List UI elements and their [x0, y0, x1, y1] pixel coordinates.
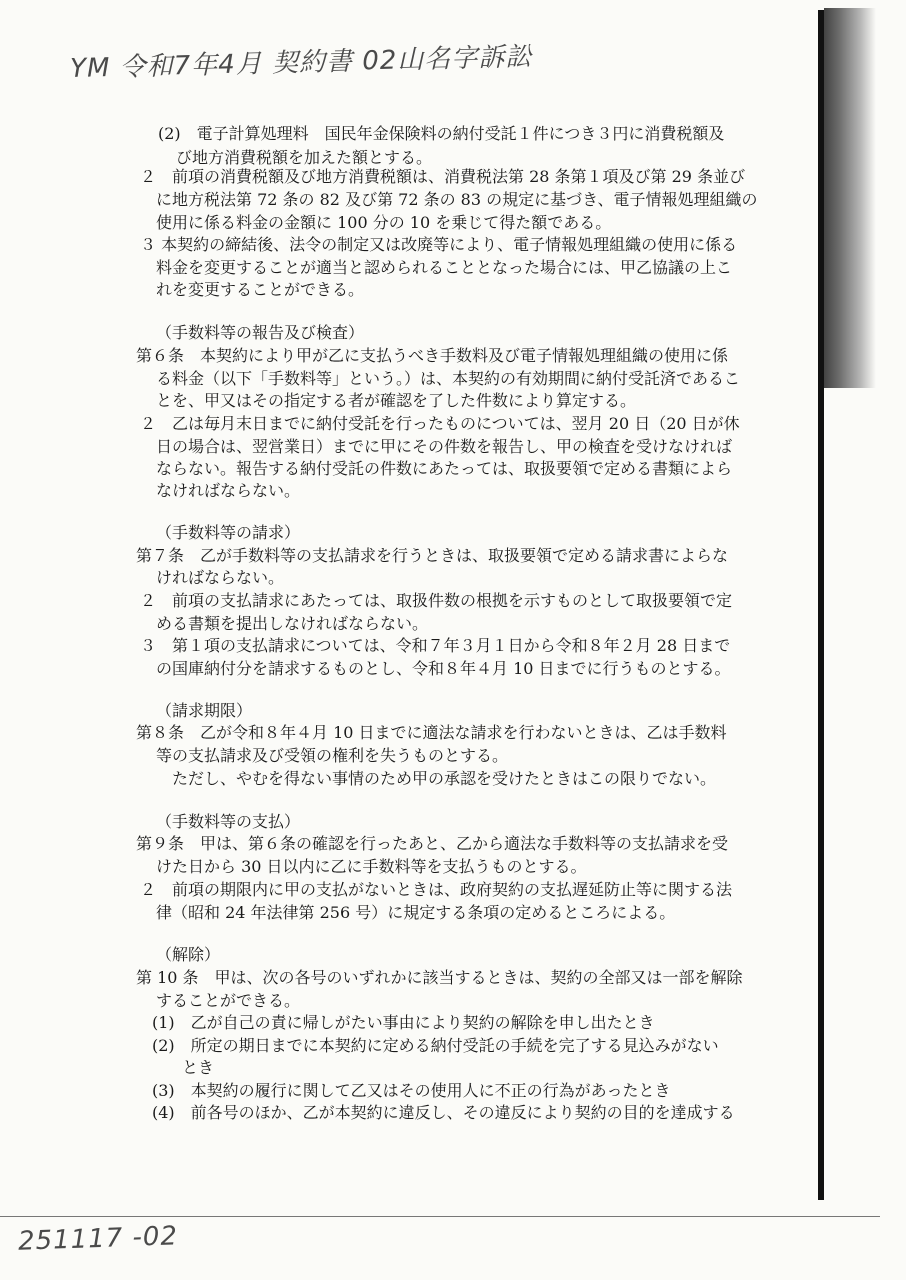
text-line: ただし、やむを得ない事情のため甲の承認を受けたときはこの限りでない。 — [172, 769, 717, 788]
text-line: (2) 電子計算処理料 国民年金保険料の納付受託１件につき３円に消費税額及 — [158, 124, 725, 143]
text-line: ならない。報告する納付受託の件数にあたっては、取扱要領で定める書類によら — [156, 459, 733, 478]
text-line: 日の場合は、翌営業日）までに甲にその件数を報告し、甲の検査を受けなければ — [156, 437, 733, 456]
text-line: 使用に係る料金の金額に 100 分の 10 を乗じて得た額である。 — [156, 213, 612, 232]
text-line: ３ 第１項の支払請求については、令和７年３月１日から令和８年２月 28 日まで — [140, 636, 731, 655]
text-line: 第６条 本契約により甲が乙に支払うべき手数料及び電子情報処理組織の使用に係 — [136, 346, 729, 365]
text-line: とを、甲又はその指定する者が確認を了した件数により算定する。 — [156, 391, 637, 410]
text-line: める書類を提出しなければならない。 — [156, 614, 429, 633]
scan-edge-bar — [818, 10, 824, 1200]
text-line: る料金（以下「手数料等」という。）は、本契約の有効期間に納付受託済であるこ — [156, 369, 741, 388]
handwritten-footer: 251117 -02 — [17, 1221, 179, 1257]
section-heading: （請求期限） — [156, 701, 253, 720]
text-line: ３ 本契約の締結後、法令の制定又は改廃等により、電子情報処理組織の使用に係る — [140, 235, 738, 254]
text-line: ２ 前項の消費税額及び地方消費税額は、消費税法第 28 条第１項及び第 29 条並び — [140, 167, 746, 186]
list-item: (3) 本契約の履行に関して乙又はその使用人に不正の行為があったとき — [152, 1081, 671, 1100]
text-line: ２ 乙は毎月末日までに納付受託を行ったものについては、翌月 20 日（20 日が休 — [140, 414, 740, 433]
text-line: 第９条 甲は、第６条の確認を行ったあと、乙から適法な手数料等の支払請求を受 — [136, 834, 729, 853]
text-line: 律（昭和 24 年法律第 256 号）に規定する条項の定めるところによる。 — [156, 903, 676, 922]
text-line: なければならない。 — [156, 481, 301, 500]
text-line: とき — [182, 1058, 215, 1077]
text-line: けた日から 30 日以内に乙に手数料等を支払うものとする。 — [156, 857, 587, 876]
text-line: に地方税法第 72 条の 82 及び第 72 条の 83 の規定に基づき、電子情報処理組織の — [156, 190, 758, 209]
section-heading: （手数料等の請求） — [156, 523, 301, 542]
text-line: 等の支払請求及び受領の権利を失うものとする。 — [156, 746, 509, 765]
text-line: ２ 前項の期限内に甲の支払がないときは、政府契約の支払遅延防止等に関する法 — [140, 880, 733, 899]
bottom-rule — [0, 1216, 880, 1217]
list-item: (1) 乙が自己の責に帰しがたい事由により契約の解除を申し出たとき — [152, 1013, 655, 1032]
text-line: ２ 前項の支払請求にあたっては、取扱件数の根拠を示すものとして取扱要領で定 — [140, 591, 733, 610]
text-line: 料金を変更することが適当と認められることとなった場合には、甲乙協議の上こ — [156, 258, 733, 277]
text-line: することができる。 — [156, 991, 301, 1010]
text-line: び地方消費税額を加えた額とする。 — [176, 148, 433, 167]
list-item: (2) 所定の期日までに本契約に定める納付受託の手続を完了する見込みがない — [152, 1036, 719, 1055]
text-line: れを変更することができる。 — [156, 280, 365, 299]
text-line: 第７条 乙が手数料等の支払請求を行うときは、取扱要領で定める請求書によらな — [136, 546, 729, 565]
handwritten-header: YM 令和7年4月 契約書 02山名字訴訟 — [69, 41, 533, 85]
text-line: ければならない。 — [156, 568, 285, 587]
section-heading: （手数料等の報告及び検査） — [156, 323, 365, 342]
text-line: 第 10 条 甲は、次の各号のいずれかに該当するときは、契約の全部又は一部を解除 — [136, 968, 743, 987]
scan-edge-shadow — [824, 8, 876, 388]
text-line: 第８条 乙が令和８年４月 10 日までに適法な請求を行わないときは、乙は手数料 — [136, 723, 727, 742]
section-heading: （手数料等の支払） — [156, 812, 301, 831]
list-item: (4) 前各号のほか、乙が本契約に違反し、その違反により契約の目的を達成する — [152, 1103, 735, 1122]
section-heading: （解除） — [156, 945, 221, 964]
text-line: の国庫納付分を請求するものとし、令和８年４月 10 日までに行うものとする。 — [156, 659, 731, 678]
